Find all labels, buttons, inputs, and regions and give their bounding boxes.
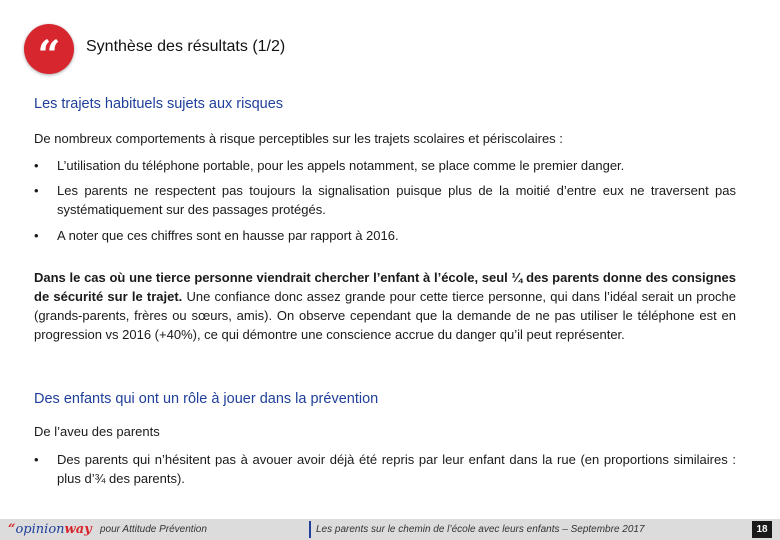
footer-bar	[0, 519, 780, 540]
risk-bullet-list-2	[34, 181, 736, 219]
footer-study-title: Les parents sur le chemin de l’école avec leurs enfants – Septembre 2017	[316, 524, 645, 535]
page-number: 18	[752, 521, 772, 538]
section-subtitle: De l’aveu des parents	[34, 424, 160, 439]
bullet-crossing: • Les parents ne respectent pas toujours la signalisation puisque plus de la moitié d’entre eux ne traversent pas systématiquement sur des passages protégés.	[34, 181, 736, 219]
risk-bullet-list-3	[34, 226, 736, 245]
footer-divider	[309, 521, 311, 538]
paragraph-bold: Dans le cas où une tierce personne viendrait chercher l’enfant à l’école, seul ¼ des parents donne des consignes de sécurité sur le trajet.	[34, 270, 736, 304]
paragraph-rest: Une confiance donc assez grande pour cette tierce personne, qui dans l’idéal serait un proche (grands-parents, frères ou sœurs, amis). On observe cependant que la demande de ne pas utiliser le téléphone est en progression vs 2016 (+40%), ce qui démontre une conscience accrue du danger qu’il peut représenter.	[34, 289, 737, 342]
page-title: Synthèse des résultats (1/2)	[86, 38, 286, 55]
bullet-children: • Des parents qui n’hésitent pas à avouer avoir déjà été repris par leur enfant dans la rue (en proportions similaires : plus d’¾ des parents).	[34, 450, 736, 488]
bullet-increase: • A noter que ces chiffres sont en hausse par rapport à 2016.	[34, 226, 736, 245]
footer-client: pour Attitude Prévention	[100, 524, 207, 535]
quote-icon: “	[24, 24, 74, 74]
prevention-bullet-list	[34, 450, 736, 488]
section-title-risks: Les trajets habituels sujets aux risques	[34, 96, 284, 112]
opinionway-logo: “opinionway	[8, 522, 92, 537]
intro-text: De nombreux comportements à risque perceptibles sur les trajets scolaires et périscolaires :	[34, 131, 563, 146]
section-title-prevention: Des enfants qui ont un rôle à jouer dans la prévention	[34, 391, 379, 407]
third-party-paragraph	[34, 268, 736, 344]
bullet-phone: • L’utilisation du téléphone portable, pour les appels notamment, se place comme le premier danger.	[34, 156, 736, 175]
risk-bullet-list-1	[34, 156, 736, 175]
